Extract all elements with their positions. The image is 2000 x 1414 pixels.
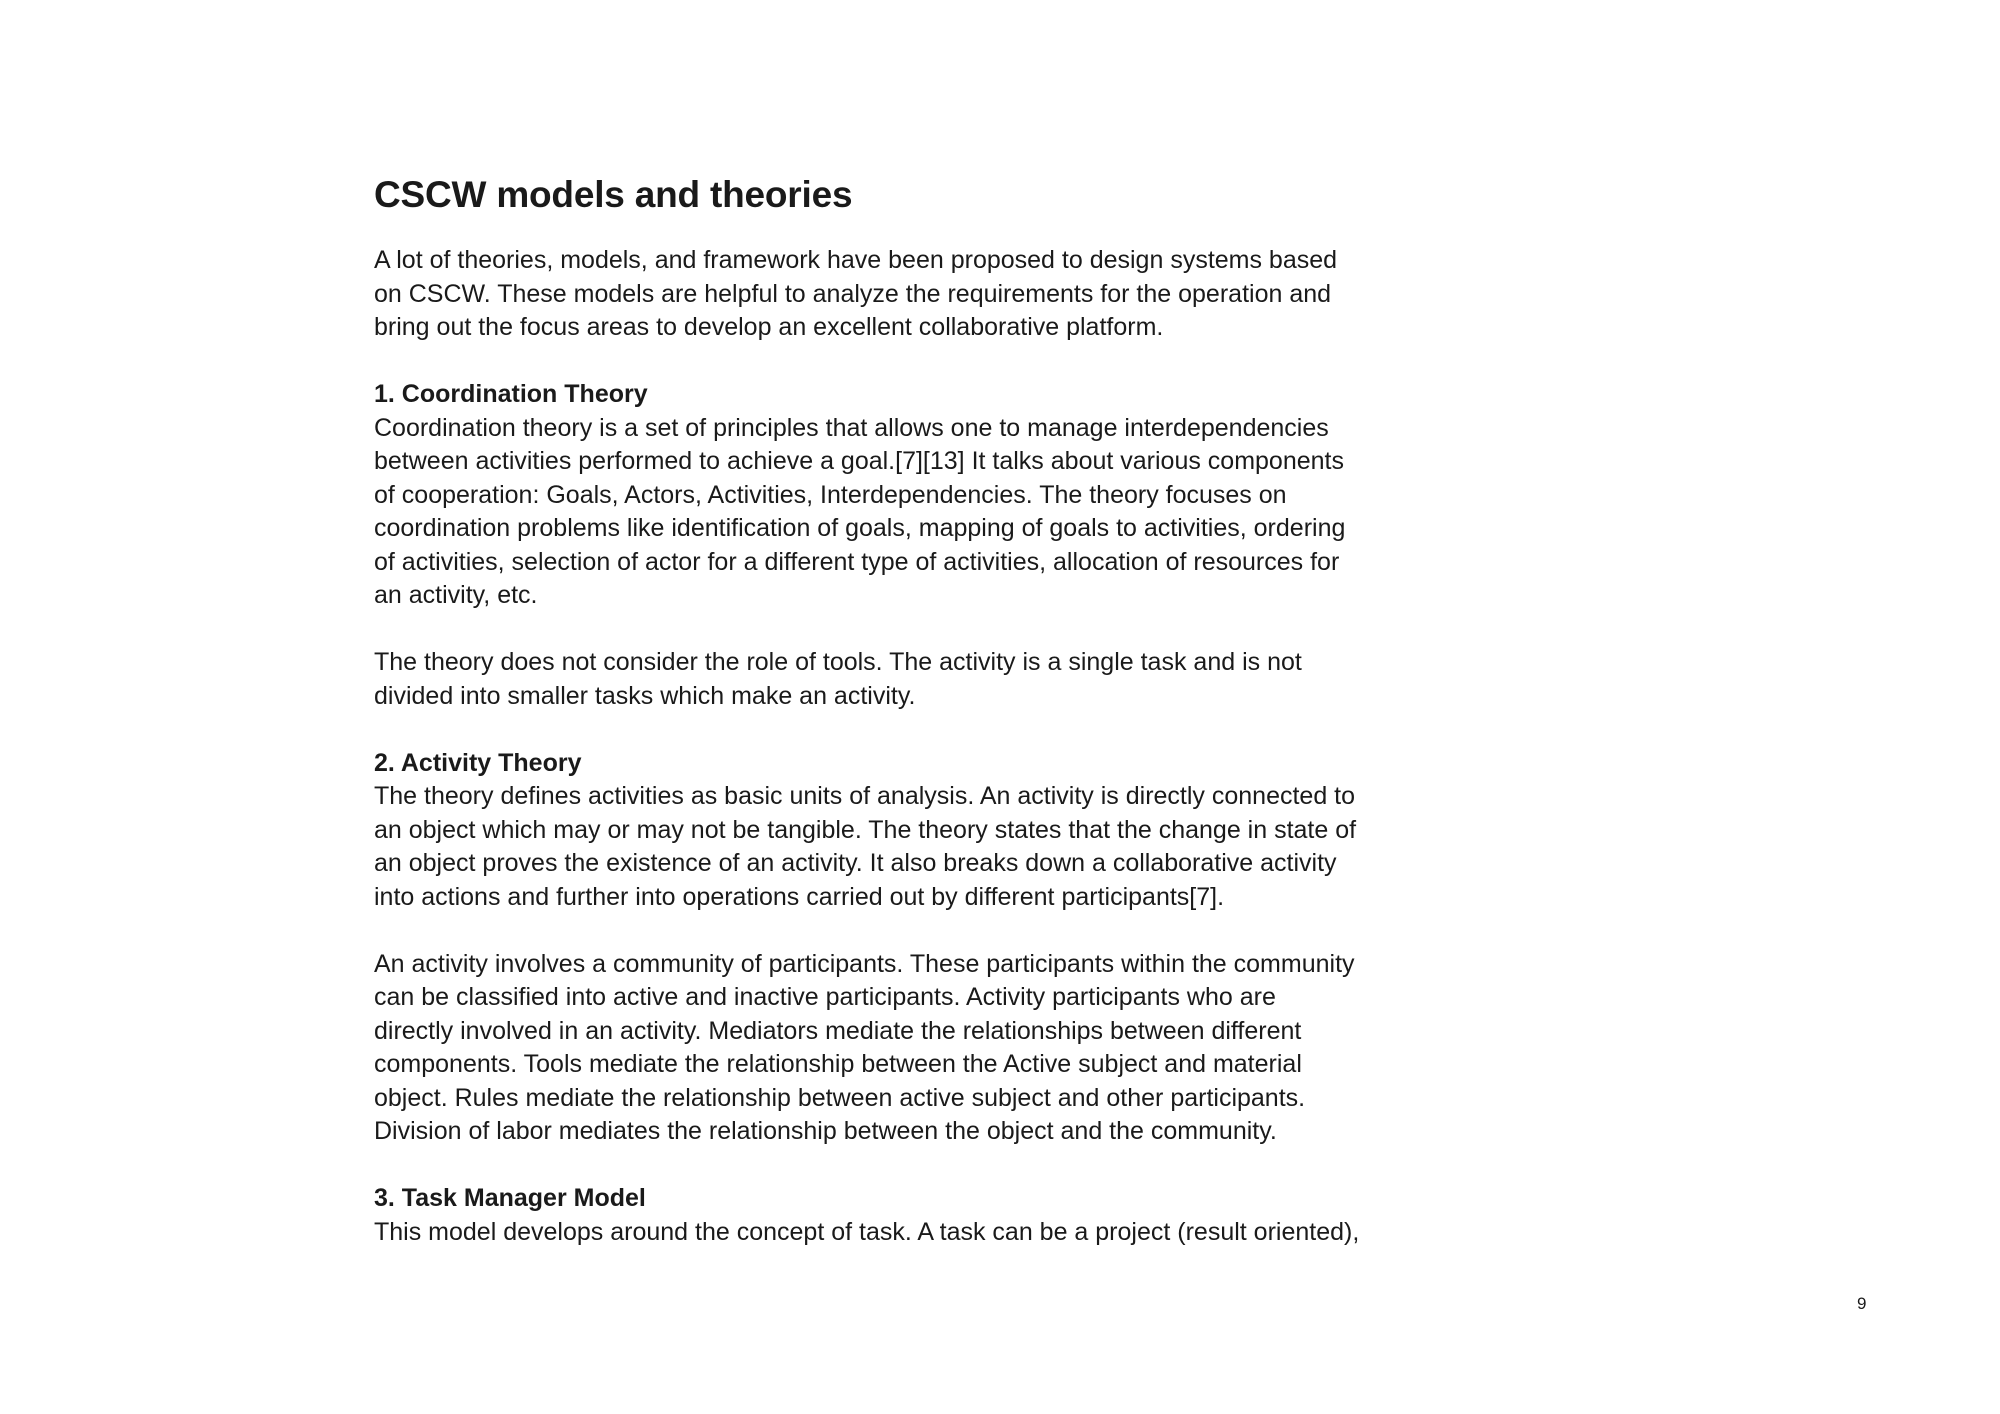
section-heading: 2. Activity Theory [374, 748, 582, 777]
text-line: divided into smaller tasks which make an activity. [374, 681, 916, 710]
text-line: The theory does not consider the role of tools. The activity is a single task and is not [374, 648, 1302, 676]
text-line: The theory defines activities as basic units of analysis. An activity is directly connected to [374, 782, 1356, 810]
paragraph-spacer [374, 613, 1374, 647]
text-line: between activities performed to achieve a goal.[7][13] It talks about various components [374, 447, 1344, 475]
section-coordination-theory [374, 378, 1374, 613]
intro-paragraph [374, 244, 1374, 345]
paragraph-spacer [374, 345, 1374, 379]
paragraph-spacer [374, 1149, 1374, 1183]
text-line: into actions and further into operations carried out by different participants[7]. [374, 882, 1225, 911]
page-title: CSCW models and theories [374, 174, 853, 215]
section-heading: 3. Task Manager Model [374, 1184, 646, 1212]
text-line: directly involved in an activity. Mediators mediate the relationships between different [374, 1016, 1302, 1045]
text-line: bring out the focus areas to develop an excellent collaborative platform. [374, 313, 1164, 341]
text-line: on CSCW. These models are helpful to analyze the requirements for the operation and [374, 279, 1332, 308]
paragraph-spacer [374, 713, 1374, 747]
text-line: coordination problems like identification of goals, mapping of goals to activities, ordering [374, 514, 1346, 542]
text-line: components. Tools mediate the relationship between the Active subject and material [374, 1050, 1302, 1078]
section-task-manager-model [374, 1182, 1374, 1249]
text-line: an activity, etc. [374, 581, 538, 609]
coordination-theory-paragraph-2 [374, 646, 1374, 713]
text-line: an object proves the existence of an activity. It also breaks down a collaborative activity [374, 849, 1337, 877]
section-heading: 1. Coordination Theory [374, 380, 648, 408]
page-number: 9 [1857, 1294, 1867, 1313]
activity-theory-paragraph-2 [374, 948, 1374, 1149]
text-line: Coordination theory is a set of principles that allows one to manage interdependencies [374, 413, 1329, 442]
text-line: Division of labor mediates the relationship between the object and the community. [374, 1117, 1277, 1145]
document-body [374, 168, 1374, 1249]
paragraph-spacer [374, 914, 1374, 948]
text-line: A lot of theories, models, and framework have been proposed to design systems based [374, 246, 1338, 274]
text-line: an object which may or may not be tangible. The theory states that the change in state of [374, 815, 1357, 844]
section-activity-theory [374, 747, 1374, 915]
text-line: of activities, selection of actor for a different type of activities, allocation of resources for [374, 547, 1340, 576]
text-line: can be classified into active and inactive participants. Activity participants who are [374, 983, 1276, 1011]
text-line: of cooperation: Goals, Actors, Activities, Interdependencies. The theory focuses on [374, 480, 1287, 509]
text-line: object. Rules mediate the relationship between active subject and other participants. [374, 1083, 1306, 1112]
text-line: This model develops around the concept of task. A task can be a project (result oriented), [374, 1217, 1360, 1246]
text-line: An activity involves a community of participants. These participants within the community [374, 949, 1355, 978]
